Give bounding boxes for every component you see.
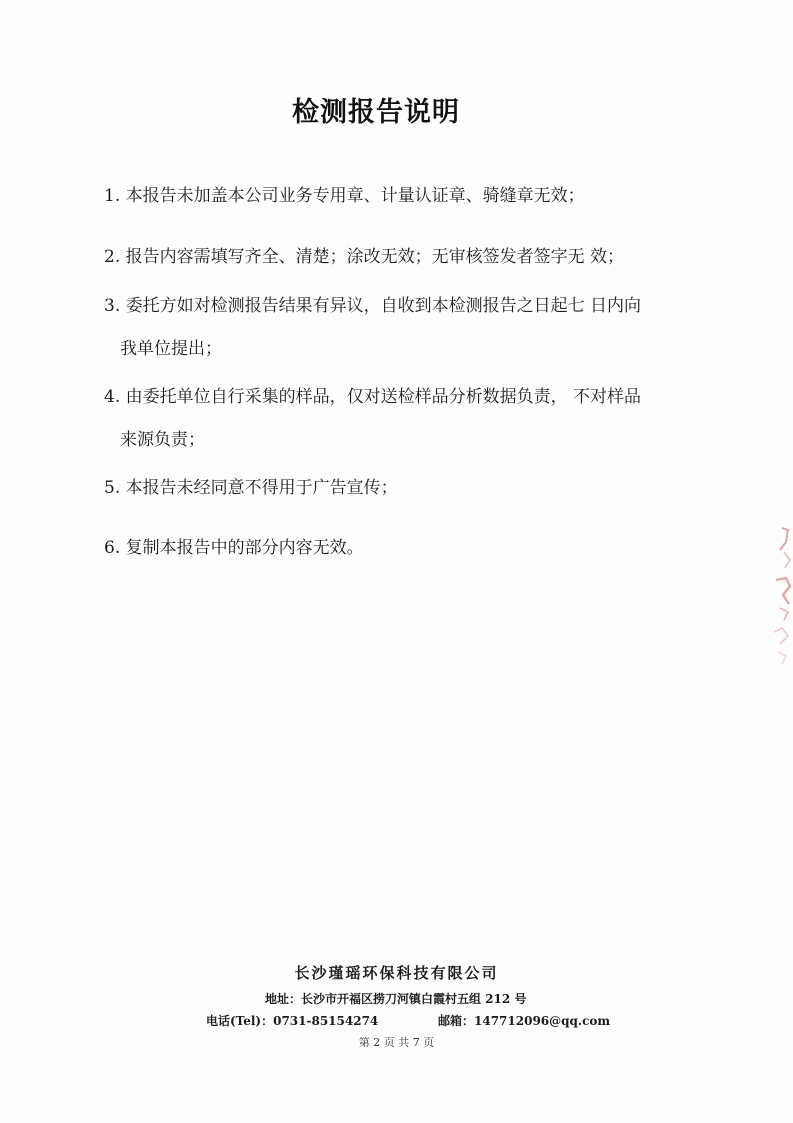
- clause-1: [104, 181, 585, 206]
- clause-2-text: 2. 报告内容需填写齐全、清楚；涂改无效；无审核签发者签字无 效；: [104, 247, 625, 267]
- clause-6: [104, 533, 364, 558]
- clause-4-text: 4. 由委托单位自行采集的样品，仅对送检样品分析数据负责， 不对样品: [104, 387, 642, 407]
- clause-4-continuation: 来源负责；: [120, 430, 205, 450]
- clause-2: [104, 242, 624, 267]
- clause-3-text: 3. 委托方如对检测报告结果有异议，自收到本检测报告之日起七 日内向: [104, 296, 642, 316]
- clause-4: [104, 382, 641, 450]
- footer-phone: 电话(Tel)：0731-85154274: [206, 1014, 379, 1028]
- footer-company-name: 长沙瑾瑶环保科技有限公司: [294, 964, 499, 982]
- clause-6-text: 6. 复制本报告中的部分内容无效。: [104, 538, 364, 558]
- page-indicator: 第 2 页 共 7 页: [358, 1036, 435, 1049]
- clause-1-text: 1. 本报告未加盖本公司业务专用章、计量认证章、骑缝章无效；: [104, 186, 585, 206]
- clause-5: [104, 473, 398, 498]
- footer-email: 邮箱：147712096@qq.com: [438, 1014, 611, 1028]
- clause-3-continuation: 我单位提出；: [120, 339, 222, 359]
- clause-3: [104, 291, 641, 359]
- clause-5-text: 5. 本报告未经同意不得用于广告宣传；: [104, 478, 398, 498]
- page-title: 检测报告说明: [292, 97, 460, 128]
- footer-address: 地址：长沙市开福区捞刀河镇白霞村五组 212 号: [265, 992, 527, 1006]
- seal-fragment-icon: [768, 520, 793, 670]
